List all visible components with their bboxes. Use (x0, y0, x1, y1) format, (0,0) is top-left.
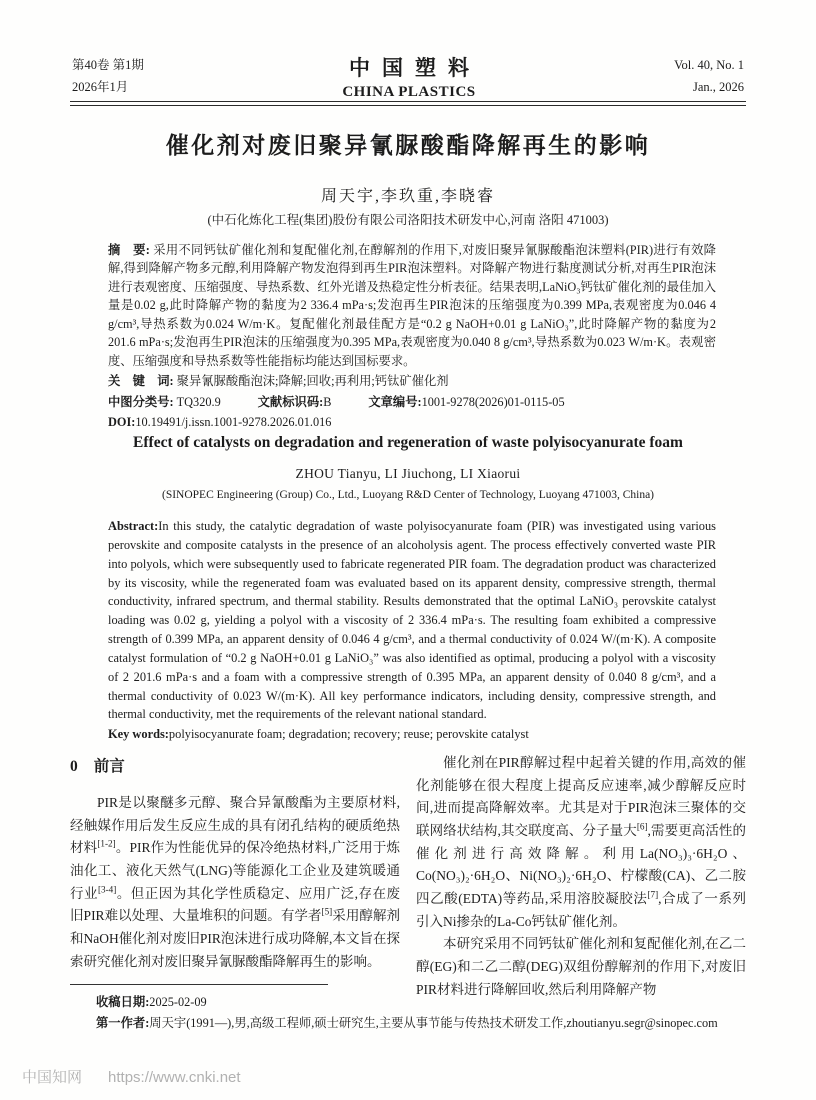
section-title: 前言 (93, 758, 125, 775)
clc-line: 中图分类号: TQ320.9 文献标识码:B 文章编号:1001-9278(2026)01-0115-05 (108, 394, 565, 409)
body-paragraph: PIR是以聚醚多元醇、聚合异氰酸酯为主要原材料,经触媒作用后发生反应生成的具有闭孔结构的硬质绝热材料[1-2]。PIR作为性能优异的保冷绝热材料,广泛用于炼油化工、液化天然气(LNG)等能源化工企业及建筑暖通行业[3-4]。但正因为其化学性质稳定、应用广泛,存在废旧PIR难以处理、大量堆积的问题。有学者[5]采用醇解剂和NaOH催化剂对废旧PIR泡沫进行成功降解,本文旨在探索研究催化剂对废旧聚异氰脲酸酯降解再生的影响。 (70, 795, 401, 969)
affiliation-cn: (中石化炼化工程(集团)股份有限公司洛阳技术研发中心,河南 洛阳 471003) (207, 213, 609, 227)
left-column (70, 752, 400, 1001)
watermark-brand: 中国知网 (22, 1069, 83, 1086)
article-title-en: Effect of catalysts on degradation and regeneration of waste polyisocyanurate foam (133, 434, 683, 451)
body-paragraph: 本研究采用不同钙钛矿催化剂和复配催化剂,在乙二醇(EG)和二乙二醇(DEG)双组份醇解剂的作用下,对废旧PIR材料进行降解回收,然后利用降解产物 (416, 936, 746, 997)
header-double-rule (70, 101, 746, 106)
received-date: 收稿日期:2025-02-09 (96, 995, 207, 1009)
watermark-url: https://www.cnki.net (108, 1069, 241, 1086)
keywords-en: Key words:polyisocyanurate foam; degradation; recovery; reuse; perovskite catalyst (108, 727, 529, 742)
body-paragraph: 催化剂在PIR醇解过程中起着关键的作用,高效的催化剂能够在很大程度上提高反应速率,减少醇解反应时间,进而提高降解效率。尤其是对于PIR泡沫三聚体的交联网络状结构,其交联度高、分子量大[6],需要更高活性的催化剂进行高效降解。利用La(NO₃)₃·6H₂O、Co(NO₃)₂·6H₂O、Ni(NO₃)₂·6H₂O、柠檬酸(CA)、乙二胺四乙酸(EDTA)等药品,采用溶胶凝胶法[7],合成了一系列引入Ni掺杂的La-Co钙钛矿催化剂。 (416, 755, 747, 929)
section-number: 0 (70, 758, 78, 775)
abstract-block-en (108, 517, 716, 744)
article-title-cn: 催化剂对废旧聚异氰脲酸酯降解再生的影响 (165, 133, 651, 158)
first-author-note: 第一作者:周天宇(1991—),男,高级工程师,硕士研究生,主要从事节能与传热技术研发工作,zhoutianyu.segr@sinopec.com (96, 1015, 718, 1030)
date-en: Jan., 2026 (692, 79, 744, 94)
right-column (416, 752, 746, 1001)
cnki-watermark (22, 1066, 241, 1087)
doi-line: DOI:10.19491/j.issn.1001-9278.2026.01.016 (108, 414, 332, 429)
abstract-cn: 摘 要: 采用不同钙钛矿催化剂和复配催化剂,在醇解剂的作用下,对废旧聚异氰脲酸酯泡沫塑料(PIR)进行有效降解,得到降解产物多元醇,利用降解产物发泡得到再生PIR泡沫塑料。对降解产物进行黏度测试分析,对再生PIR泡沫进行表观密度、压缩强度、导热系数、红外光谱及热稳定性分析表征。结果表明,LaNiO₃钙钛矿催化剂的最佳加入量是0.02 g,此时降解产物的黏度为2 336.4 mPa·s;发泡再生PIR泡沫的压缩强度为0.399 MPa,表观密度为0.046 4 g/cm³,导热系数为0.024 W/m·K。复配催化剂最佳配方是“0.2 g NaOH+0.01 g LaNiO₃”,此时降解产物的黏度为2 201.6 mPa·s;发泡再生PIR泡沫的压缩强度为0.395 MPa,表观密度为0.040 8 g/cm³,导热系数为0.023 W/m·K。表观密度、压缩强度和导热系数等性能指标均能达到国标要求。 (108, 243, 716, 368)
section-heading (70, 754, 400, 780)
footnote-block (70, 984, 746, 1034)
authors-en: ZHOU Tianyu, LI Jiuchong, LI Xiaorui (295, 466, 521, 481)
date-cn: 2026年1月 (72, 79, 129, 94)
body-columns (70, 752, 746, 1001)
affiliation-en: (SINOPEC Engineering (Group) Co., Ltd., Luoyang R&D Center of Technology, Luoyang 471003, China) (161, 489, 655, 501)
journal-title-block (337, 52, 481, 101)
header-volume-block (674, 55, 744, 99)
abstract-en: Abstract:In this study, the catalytic degradation of waste polyisocyanurate foam (PIR) was investigated using various perovskite and composite catalysts in the presence of an alcoholysis agent. The process effectively converted waste PIR into polyols, which were subsequently used to fabricate regenerated PIR foam. The degradation product was characterized by its viscosity, while the regenerated foam was evaluated based on its apparent density, compressive strength, thermal conductivity, infrared spectrum, and thermal stability. Results demonstrated that the optimal LaNiO₃ perovskite catalyst loading was 0.02 g, yielding a polyol with a viscosity of 2 336.4 mPa·s. The resulting foam exhibited a compressive strength of 0.399 MPa, an apparent density of 0.046 4 g/cm³, and a thermal conductivity of 0.024 W/(m·K). A composite catalyst formulation of “0.2 g NaOH+0.01 g LaNiO₃” was also identified as optimal, producing a polyol with a viscosity of 2 201.6 mPa·s and a foam with a compressive strength of 0.395 MPa, an apparent density of 0.040 8 g/cm³, and a thermal conductivity of 0.023 W/(m·K). All key performance indicators, including density, compressive strength, and thermal conductivity, met the requirements of the relevant national standard. (108, 519, 716, 722)
journal-title-en: CHINA PLASTICS (342, 84, 476, 100)
authors-cn: 周天宇,李玖重,李晓睿 (320, 188, 495, 205)
footnote-divider (70, 984, 328, 985)
issue-cn: 第40卷 第1期 (72, 57, 144, 72)
abstract-block-cn (108, 241, 716, 431)
volume-en: Vol. 40, No. 1 (674, 57, 744, 72)
keywords-cn: 关 键 词: 聚异氰脲酸酯泡沫;降解;回收;再利用;钙钛矿催化剂 (108, 374, 449, 389)
journal-header (72, 52, 744, 101)
header-issue-block (72, 55, 144, 99)
journal-title-cn: 中国塑料 (348, 56, 481, 80)
